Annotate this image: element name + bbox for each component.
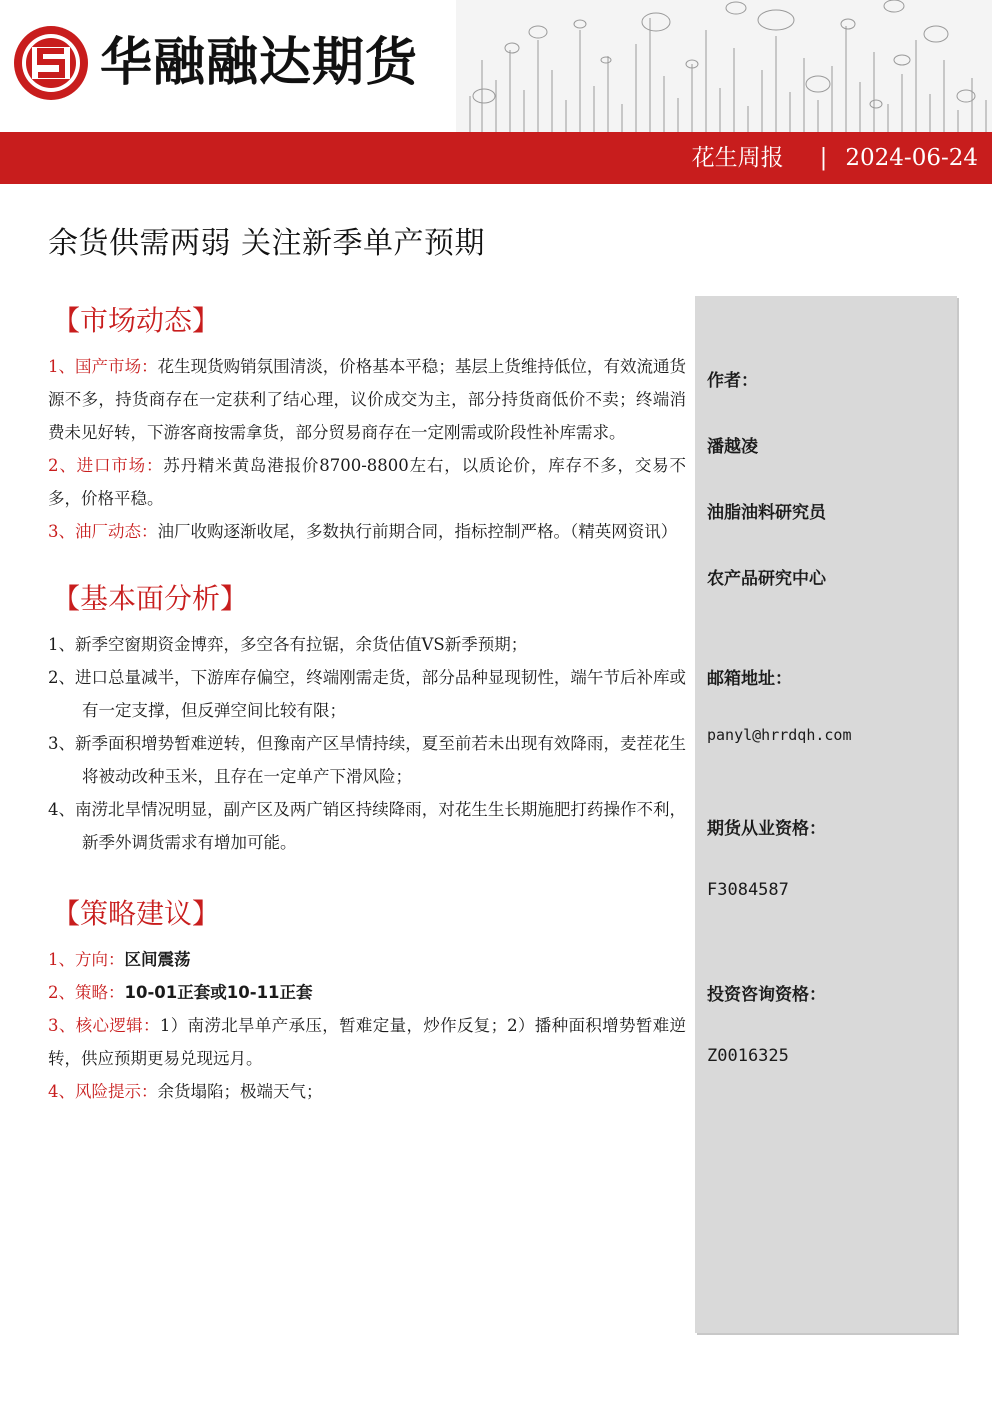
strategy-item-text: 区间震荡 bbox=[124, 950, 191, 969]
report-title: 余货供需两弱 关注新季单产预期 bbox=[48, 226, 486, 261]
email-address[interactable]: panyl@hrrdqh.com bbox=[707, 726, 852, 744]
report-type: 花生周报 bbox=[691, 145, 784, 171]
strategy-item-text: 10-01正套或10-11正套 bbox=[124, 983, 313, 1002]
report-header bbox=[0, 0, 992, 186]
strategy-item bbox=[48, 976, 686, 1009]
strategy-item bbox=[48, 1075, 686, 1108]
strategy-item-text: 余货塌陷；极端天气； bbox=[157, 1082, 323, 1101]
investment-qualification-number: Z0016325 bbox=[707, 1046, 789, 1066]
header-separator: | bbox=[819, 145, 828, 171]
futures-qualification-label: 期货从业资格： bbox=[707, 819, 826, 839]
author-name: 潘越凌 bbox=[707, 437, 758, 457]
fundamental-item: 2、进口总量减半，下游库存偏空，终端刚需走货，部分品种显现韧性，端午节后补库或有一定支撑，但反弹空间比较有限； bbox=[48, 668, 686, 720]
fundamental-item: 1、新季空窗期资金博弈，多空各有拉锯，余货估值VS新季预期； bbox=[48, 635, 528, 654]
market-item-label: 1、国产市场： bbox=[48, 357, 158, 376]
futures-qualification-number: F3084587 bbox=[707, 880, 789, 900]
fundamental-item: 4、南涝北旱情况明显，副产区及两广销区持续降雨，对花生生长期施肥打药操作不利，新季外调货需求有增加可能。 bbox=[48, 800, 686, 852]
strategy-item-text: 1）南涝北旱单产承压，暂难定量，炒作反复；2）播种面积增势暂难逆转，供应预期更易兑现远月。 bbox=[48, 1016, 687, 1068]
author-title: 油脂油料研究员 bbox=[707, 503, 826, 523]
author-label: 作者： bbox=[707, 371, 758, 391]
market-item-text: 油厂收购逐渐收尾，多数执行前期合同，指标控制严格。（精英网资讯） bbox=[157, 522, 678, 541]
market-item-label: 3、油厂动态： bbox=[48, 522, 158, 541]
main-content bbox=[48, 296, 686, 1108]
strategy-item-label: 4、风险提示： bbox=[48, 1082, 158, 1101]
market-item-text: 苏丹精米黄岛港报价8700-8800左右，以质论价，库存不多，交易不多，价格平稳。 bbox=[48, 456, 686, 508]
market-item-label: 2、进口市场： bbox=[48, 456, 164, 475]
company-logo-icon bbox=[12, 24, 90, 102]
market-item bbox=[48, 449, 686, 515]
section-heading-fundamental: 【基本面分析】 bbox=[52, 582, 249, 615]
report-date: 2024-06-24 bbox=[845, 145, 978, 171]
decorative-pattern bbox=[456, 0, 992, 132]
author-sidebar bbox=[695, 296, 957, 1333]
strategy-item bbox=[48, 1009, 686, 1075]
header-banner bbox=[0, 132, 992, 184]
market-item bbox=[48, 515, 686, 548]
section-heading-market: 【市场动态】 bbox=[52, 304, 221, 337]
strategy-item bbox=[48, 943, 686, 976]
author-department: 农产品研究中心 bbox=[707, 569, 826, 589]
company-name: 华融融达期货 bbox=[100, 33, 419, 93]
investment-qualification-label: 投资咨询资格： bbox=[707, 985, 826, 1005]
market-item-text: 花生现货购销氛围清淡，价格基本平稳；基层上货维持低位，有效流通货源不多，持货商存在一定获利了结心理，议价成交为主，部分持货商低价不卖；终端消费未见好转，下游客商按需拿货，部分贸易商存在一定刚需或阶段性补库需求。 bbox=[48, 357, 687, 442]
strategy-item-label: 3、核心逻辑： bbox=[48, 1016, 160, 1035]
email-label: 邮箱地址： bbox=[707, 669, 792, 689]
section-heading-strategy: 【策略建议】 bbox=[52, 897, 221, 930]
strategy-item-label: 1、方向： bbox=[48, 950, 125, 969]
fundamental-item: 3、新季面积增势暂难逆转，但豫南产区旱情持续，夏至前若未出现有效降雨，麦茬花生将被动改种玉米，且存在一定单产下滑风险； bbox=[48, 734, 686, 786]
market-item bbox=[48, 350, 686, 449]
strategy-item-label: 2、策略： bbox=[48, 983, 125, 1002]
